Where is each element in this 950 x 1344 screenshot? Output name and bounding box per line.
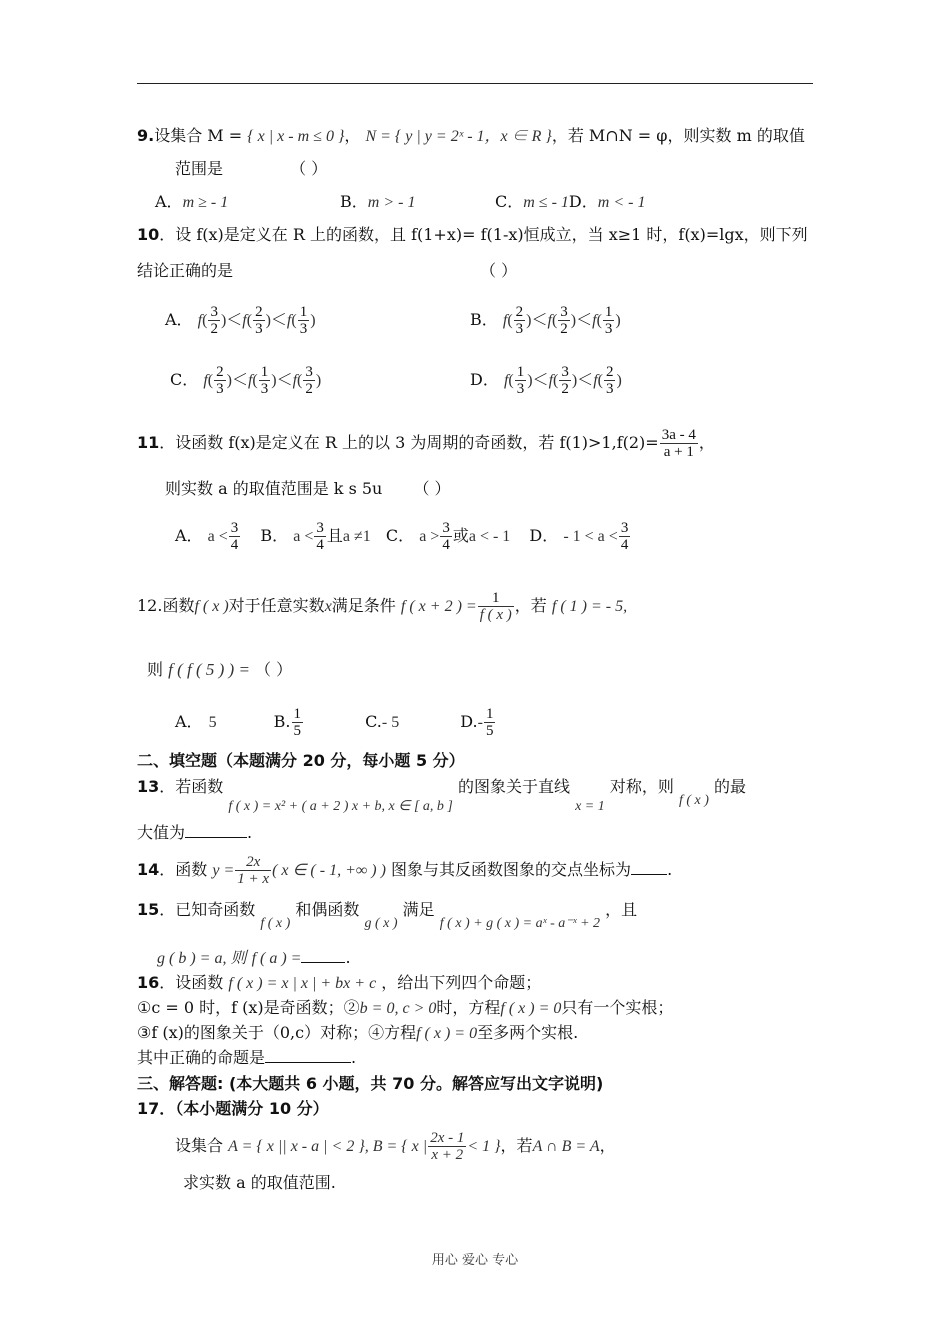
numerator: 1 bbox=[485, 706, 494, 722]
q13-line1 bbox=[137, 777, 746, 814]
less-than: ＜ bbox=[531, 310, 548, 329]
q14-line bbox=[137, 850, 672, 891]
q12-text2: 对于任意实数 bbox=[228, 596, 325, 615]
numerator: 1 bbox=[478, 590, 514, 607]
q13-text3: 对称，则 bbox=[609, 777, 674, 796]
numerator: 2x bbox=[235, 854, 271, 871]
q17-line3 bbox=[183, 1173, 336, 1193]
fraction bbox=[603, 304, 615, 337]
denominator: 2 bbox=[210, 321, 218, 337]
denominator: 3 bbox=[604, 321, 613, 337]
numerator: 1 bbox=[293, 706, 301, 722]
q17-text5: 求实数 a 的取值范围. bbox=[183, 1173, 336, 1192]
q12-opt-b-label: B. bbox=[273, 712, 291, 731]
q11-options bbox=[175, 516, 631, 557]
denominator: f ( x ) bbox=[479, 607, 512, 623]
q16-prop1: ①c = 0 时，f (x)是奇函数；② bbox=[137, 998, 360, 1017]
f-symbol: f bbox=[203, 372, 208, 389]
q11-opt-a-label: A． bbox=[175, 526, 203, 545]
less-than: ＜ bbox=[231, 370, 248, 389]
q14-domain: ( x ∈ ( - 1, +∞ ) ) bbox=[272, 862, 386, 879]
q11-opt-c-label: C． bbox=[385, 526, 415, 545]
numerator: 2 bbox=[515, 304, 524, 320]
numerator: 2 bbox=[605, 364, 614, 380]
fraction bbox=[229, 520, 241, 553]
q14-text2: 图象与其反函数图象的交点坐标为 bbox=[391, 860, 632, 879]
q16-cond: b = 0, c > 0 bbox=[359, 1000, 437, 1017]
q12-fx: f ( x ) bbox=[194, 598, 229, 615]
q10-opt-b-label: B． bbox=[470, 310, 498, 329]
q10-opt-a-label: A． bbox=[165, 310, 193, 329]
q12-opt-b-fraction bbox=[292, 706, 304, 739]
q13-line: x = 1 bbox=[575, 799, 605, 814]
numerator: 1 bbox=[516, 364, 525, 380]
q9-paren: （ ） bbox=[290, 159, 328, 178]
denominator: 3 bbox=[260, 381, 269, 397]
fraction bbox=[253, 304, 265, 337]
q16-prop3: ③f (x)的图象关于（0,c）对称；④方程 bbox=[137, 1023, 417, 1042]
q16-line4 bbox=[137, 1048, 356, 1068]
q10-text2: 结论正确的是 bbox=[137, 261, 234, 280]
less-than: ＜ bbox=[532, 370, 549, 389]
q9-line2 bbox=[175, 159, 327, 179]
q9-opt-c-label: C． bbox=[495, 192, 524, 211]
q16-text-roots: 至多两个实根. bbox=[477, 1023, 579, 1042]
q16-text1: ．设函数 bbox=[159, 973, 224, 992]
q13-f: f ( x ) bbox=[678, 793, 709, 808]
fraction bbox=[440, 520, 452, 553]
q9-opt-a-label: A． bbox=[155, 192, 183, 211]
q12-opt-d-label: D. bbox=[460, 712, 478, 731]
q12-then: 则 bbox=[147, 660, 164, 679]
fraction bbox=[314, 520, 326, 553]
q11-opt-a-expr: a < bbox=[207, 528, 228, 545]
q15-gx: g ( x ) bbox=[364, 916, 398, 931]
numerator: 3 bbox=[210, 304, 218, 320]
q9-text3: 范围是 bbox=[175, 159, 224, 178]
denominator: 4 bbox=[442, 537, 450, 553]
section-2-heading: 二、填空题（本题满分 20 分，每小题 5 分） bbox=[137, 751, 465, 770]
q14-y: y = bbox=[212, 862, 235, 879]
numerator: 3 bbox=[560, 304, 568, 320]
denominator: x + 2 bbox=[431, 1147, 464, 1163]
numerator: 3 bbox=[442, 520, 450, 536]
q9-set-m: { x | x - m ≤ 0 } bbox=[247, 128, 345, 145]
q12-opt-c-label: C. bbox=[365, 712, 382, 731]
q13-number: 13 bbox=[137, 777, 160, 796]
q10-opt-c-label: C． bbox=[170, 370, 199, 389]
denominator: 4 bbox=[316, 537, 324, 553]
fraction bbox=[214, 364, 226, 397]
f-symbol: f bbox=[503, 372, 509, 389]
numerator: 3 bbox=[230, 520, 239, 536]
q9-line1: 9.设集合 M = { x | x - m ≤ 0 }， N = { y | y = 2ˣ - 1，x ∈ R }，若 M∩N = φ，则实数 m 的取值 bbox=[137, 126, 805, 145]
f-symbol: f bbox=[242, 312, 247, 329]
numerator: 1 bbox=[604, 304, 613, 320]
q17-set-b-end: < 1 } bbox=[467, 1138, 501, 1155]
f-symbol: f bbox=[547, 312, 552, 329]
q17-fraction bbox=[428, 1130, 466, 1163]
q16-end: . bbox=[351, 1048, 357, 1067]
q12-line2 bbox=[147, 660, 292, 680]
fraction bbox=[515, 364, 527, 397]
numerator: 3 bbox=[561, 364, 569, 380]
numerator: 2 bbox=[216, 364, 224, 380]
q11-opt-d-expr: - 1 < a < bbox=[563, 528, 618, 545]
q17-line2 bbox=[175, 1125, 616, 1168]
q15-fx: f ( x ) bbox=[260, 916, 291, 931]
q10-line2 bbox=[137, 261, 518, 281]
and-text: 且 bbox=[326, 526, 343, 545]
q12-ff5: f ( f ( 5 ) ) = bbox=[168, 660, 250, 679]
q15-equation: f ( x ) + g ( x ) = aˣ - a⁻ˣ + 2 bbox=[439, 916, 601, 931]
q12-condition: f ( x + 2 ) = bbox=[400, 598, 477, 615]
q16-text2: ，给出下列四个命题； bbox=[381, 973, 542, 992]
q16-blank[interactable] bbox=[265, 1048, 351, 1063]
q15-line2 bbox=[157, 948, 351, 969]
denominator: 3 bbox=[515, 321, 524, 337]
less-than: ＜ bbox=[226, 310, 243, 329]
less-than: ＜ bbox=[276, 370, 293, 389]
q15-text2: 和偶函数 bbox=[295, 900, 360, 919]
q16-line2 bbox=[137, 998, 673, 1019]
denominator: 2 bbox=[305, 381, 313, 397]
q15-text1: ．已知奇函数 bbox=[159, 900, 256, 919]
q16-eq2: f ( x ) = 0 bbox=[416, 1025, 478, 1042]
q16-text-eq: 时，方程 bbox=[436, 998, 501, 1017]
page-footer: 用心 爱心 专心 bbox=[431, 1253, 519, 1268]
q13-blank[interactable] bbox=[185, 823, 247, 838]
q12-opt-d-minus: - bbox=[477, 714, 483, 731]
denominator: 4 bbox=[230, 537, 239, 553]
denominator: 3 bbox=[216, 381, 224, 397]
numerator: 3 bbox=[620, 520, 629, 536]
numerator: 2x - 1 bbox=[430, 1130, 465, 1146]
comma: ， bbox=[698, 433, 715, 452]
fraction bbox=[208, 304, 220, 337]
q12-paren: （ ） bbox=[255, 660, 293, 679]
q9-text2: ，若 M∩N = φ，则实数 m 的取值 bbox=[551, 126, 805, 145]
q14-blank[interactable] bbox=[631, 860, 667, 875]
q11-text1: ．设函数 f(x)是定义在 R 上的以 3 为周期的奇函数，若 f(1)>1,f(2)= bbox=[159, 433, 659, 452]
q12-opt-c: - 5 bbox=[381, 714, 400, 731]
fraction bbox=[514, 304, 526, 337]
q15-text3: 满足 bbox=[402, 900, 435, 919]
q15-end: . bbox=[345, 948, 351, 967]
q13-line2 bbox=[137, 823, 252, 843]
q10-number: 10 bbox=[137, 225, 160, 244]
q12-opt-a-label: A． bbox=[175, 712, 203, 731]
f-symbol: f bbox=[548, 372, 554, 389]
numerator: 3a - 4 bbox=[661, 427, 696, 443]
q9-opt-d-label: D． bbox=[568, 192, 598, 211]
section-3-heading: 三、解答题: (本大题共 6 小题，共 70 分。解答应写出文字说明) bbox=[137, 1074, 604, 1093]
q12-line1 bbox=[137, 586, 627, 627]
fraction bbox=[619, 520, 631, 553]
q17-line1 bbox=[137, 1099, 329, 1119]
q16-line1 bbox=[137, 973, 541, 994]
q11-opt-c-expr: a > bbox=[419, 528, 440, 545]
q10-option-b: B． f( $\frac{2}{3}$ )＜f( $\frac{3}{2}$ )＜f( $\frac{1}{3}$ ) bbox=[470, 304, 621, 337]
q11-number: 11 bbox=[137, 433, 160, 452]
q14-text1: ．函数 bbox=[159, 860, 208, 879]
q14-fraction bbox=[235, 854, 271, 887]
q12-opt-d-fraction bbox=[484, 706, 496, 739]
q12-fraction bbox=[478, 590, 514, 623]
q11-text2: 则实数 a 的取值范围是 k s 5u bbox=[165, 479, 383, 498]
q16-text-root: 只有一个实根； bbox=[561, 998, 674, 1017]
q15-number: 15 bbox=[137, 900, 160, 919]
numerator: 1 bbox=[299, 304, 308, 320]
q9-opt-d: m < - 1 bbox=[597, 194, 646, 211]
q11-fraction bbox=[660, 427, 698, 460]
q9-text1: 设集合 M = bbox=[154, 126, 243, 145]
q12-text3: 满足条件 bbox=[331, 596, 396, 615]
q10-text1: ．设 f(x)是定义在 R 上的函数，且 f(1+x)= f(1-x)恒成立，当 x≥1 时，f(x)=lgx，则下列 bbox=[159, 225, 808, 244]
numerator: 2 bbox=[255, 304, 263, 320]
q16-function: f ( x ) = x | x | + bx + c bbox=[228, 975, 377, 992]
f-symbol: f bbox=[247, 372, 253, 389]
denominator: 4 bbox=[620, 537, 629, 553]
denominator: 5 bbox=[293, 723, 301, 739]
q12-x: x bbox=[324, 598, 332, 615]
q10-paren: （ ） bbox=[480, 261, 518, 280]
denominator: 2 bbox=[560, 321, 568, 337]
q17-text2: 设集合 bbox=[175, 1136, 224, 1155]
q9-set-n: N = { y | y = 2ˣ - 1，x ∈ R } bbox=[365, 128, 552, 145]
q17-text1: ．（本小题满分 10 分） bbox=[159, 1099, 329, 1118]
q10-option-c: C． f( $\frac{2}{3}$ )＜f( $\frac{1}{3}$ )＜f( $\frac{3}{2}$ ) bbox=[170, 364, 322, 397]
q9-options bbox=[155, 192, 646, 213]
q17-condition: A ∩ B = A bbox=[532, 1138, 600, 1155]
q16-number: 16 bbox=[137, 973, 160, 992]
f-symbol: f bbox=[592, 312, 597, 329]
q10-option-a: A． f( $\frac{3}{2}$ )＜f( $\frac{2}{3}$ )＜f( $\frac{1}{3}$ ) bbox=[165, 304, 316, 337]
q15-fa: f ( a ) = bbox=[251, 950, 302, 967]
denominator: 5 bbox=[485, 723, 494, 739]
q10-option-d: D． f( $\frac{1}{3}$ )＜f( $\frac{3}{2}$ )＜f( $\frac{2}{3}$ ) bbox=[470, 364, 622, 397]
fraction bbox=[558, 304, 570, 337]
denominator: 1 + x bbox=[237, 871, 270, 887]
q10-line1 bbox=[137, 225, 808, 245]
q16-line3 bbox=[137, 1023, 578, 1044]
or-text: 或 bbox=[452, 526, 469, 545]
q13-function: f ( x ) = x² + ( a + 2 ) x + b, x ∈ [ a, b ] bbox=[228, 799, 453, 814]
numerator: 3 bbox=[316, 520, 324, 536]
q15-blank[interactable] bbox=[301, 948, 345, 963]
q12-f1: f ( 1 ) = - 5, bbox=[551, 598, 628, 615]
fraction bbox=[298, 304, 310, 337]
fraction bbox=[259, 364, 271, 397]
q11-opt-c-expr2: a < - 1 bbox=[468, 528, 511, 545]
f-symbol: f bbox=[286, 312, 292, 329]
q9-number: 9. bbox=[137, 126, 155, 145]
q11-line2 bbox=[165, 479, 451, 499]
q13-end: . bbox=[247, 823, 253, 842]
less-than: ＜ bbox=[576, 310, 593, 329]
q15-gb: g ( b ) = a, 则 bbox=[157, 950, 247, 967]
q16-eq: f ( x ) = 0 bbox=[500, 1000, 562, 1017]
q9-opt-c: m ≤ - 1 bbox=[523, 194, 569, 211]
q11-opt-b-expr: a < bbox=[293, 528, 314, 545]
q13-text4: 的最 bbox=[713, 777, 746, 796]
q11-opt-b-expr2: a ≠1 bbox=[342, 528, 371, 545]
q14-end: . bbox=[667, 860, 673, 879]
q9-opt-b-label: B． bbox=[340, 192, 368, 211]
q12-opt-a: 5 bbox=[208, 714, 217, 731]
q16-text-correct: 其中正确的命题是 bbox=[137, 1048, 266, 1067]
q13-text1: ．若函数 bbox=[159, 777, 224, 796]
fraction bbox=[559, 364, 571, 397]
denominator: 2 bbox=[561, 381, 569, 397]
q17-text3: ，若 bbox=[500, 1136, 533, 1155]
q11-line1 bbox=[137, 423, 715, 463]
denominator: a + 1 bbox=[663, 444, 694, 460]
q9-opt-a: m ≥ - 1 bbox=[182, 194, 229, 211]
q13-text5: 大值为 bbox=[137, 823, 186, 842]
f-symbol: f bbox=[593, 372, 598, 389]
q15-text4: ，且 bbox=[605, 900, 638, 919]
header-rule bbox=[137, 83, 813, 84]
f-symbol: f bbox=[502, 312, 508, 329]
q11-opt-b-label: B． bbox=[260, 526, 289, 545]
q10-opt-d-label: D． bbox=[470, 370, 499, 389]
q12-options bbox=[175, 702, 496, 743]
fraction bbox=[303, 364, 315, 397]
q9-opt-b: m > - 1 bbox=[367, 194, 416, 211]
denominator: 3 bbox=[516, 381, 525, 397]
q17-number: 17 bbox=[137, 1099, 160, 1118]
denominator: 3 bbox=[605, 381, 614, 397]
q12-text4: ，若 bbox=[514, 596, 547, 615]
less-than: ＜ bbox=[577, 370, 594, 389]
denominator: 3 bbox=[255, 321, 263, 337]
q11-paren: （ ） bbox=[413, 479, 451, 498]
q13-text2: 的图象关于直线 bbox=[457, 777, 570, 796]
q12-text1: 函数 bbox=[162, 596, 195, 615]
q17-set-a: A = { x || x - a | < 2 }, B = { x | bbox=[228, 1138, 428, 1155]
denominator: 3 bbox=[299, 321, 308, 337]
f-symbol: f bbox=[292, 372, 298, 389]
q14-number: 14 bbox=[137, 860, 160, 879]
numerator: 1 bbox=[260, 364, 269, 380]
less-than: ＜ bbox=[270, 310, 287, 329]
q17-text4: ， bbox=[599, 1136, 616, 1155]
q11-opt-d-label: D． bbox=[529, 526, 559, 545]
q12-number: 12. bbox=[137, 596, 163, 615]
q15-line1 bbox=[137, 900, 638, 931]
f-symbol: f bbox=[197, 312, 203, 329]
numerator: 3 bbox=[305, 364, 313, 380]
fraction bbox=[604, 364, 616, 397]
